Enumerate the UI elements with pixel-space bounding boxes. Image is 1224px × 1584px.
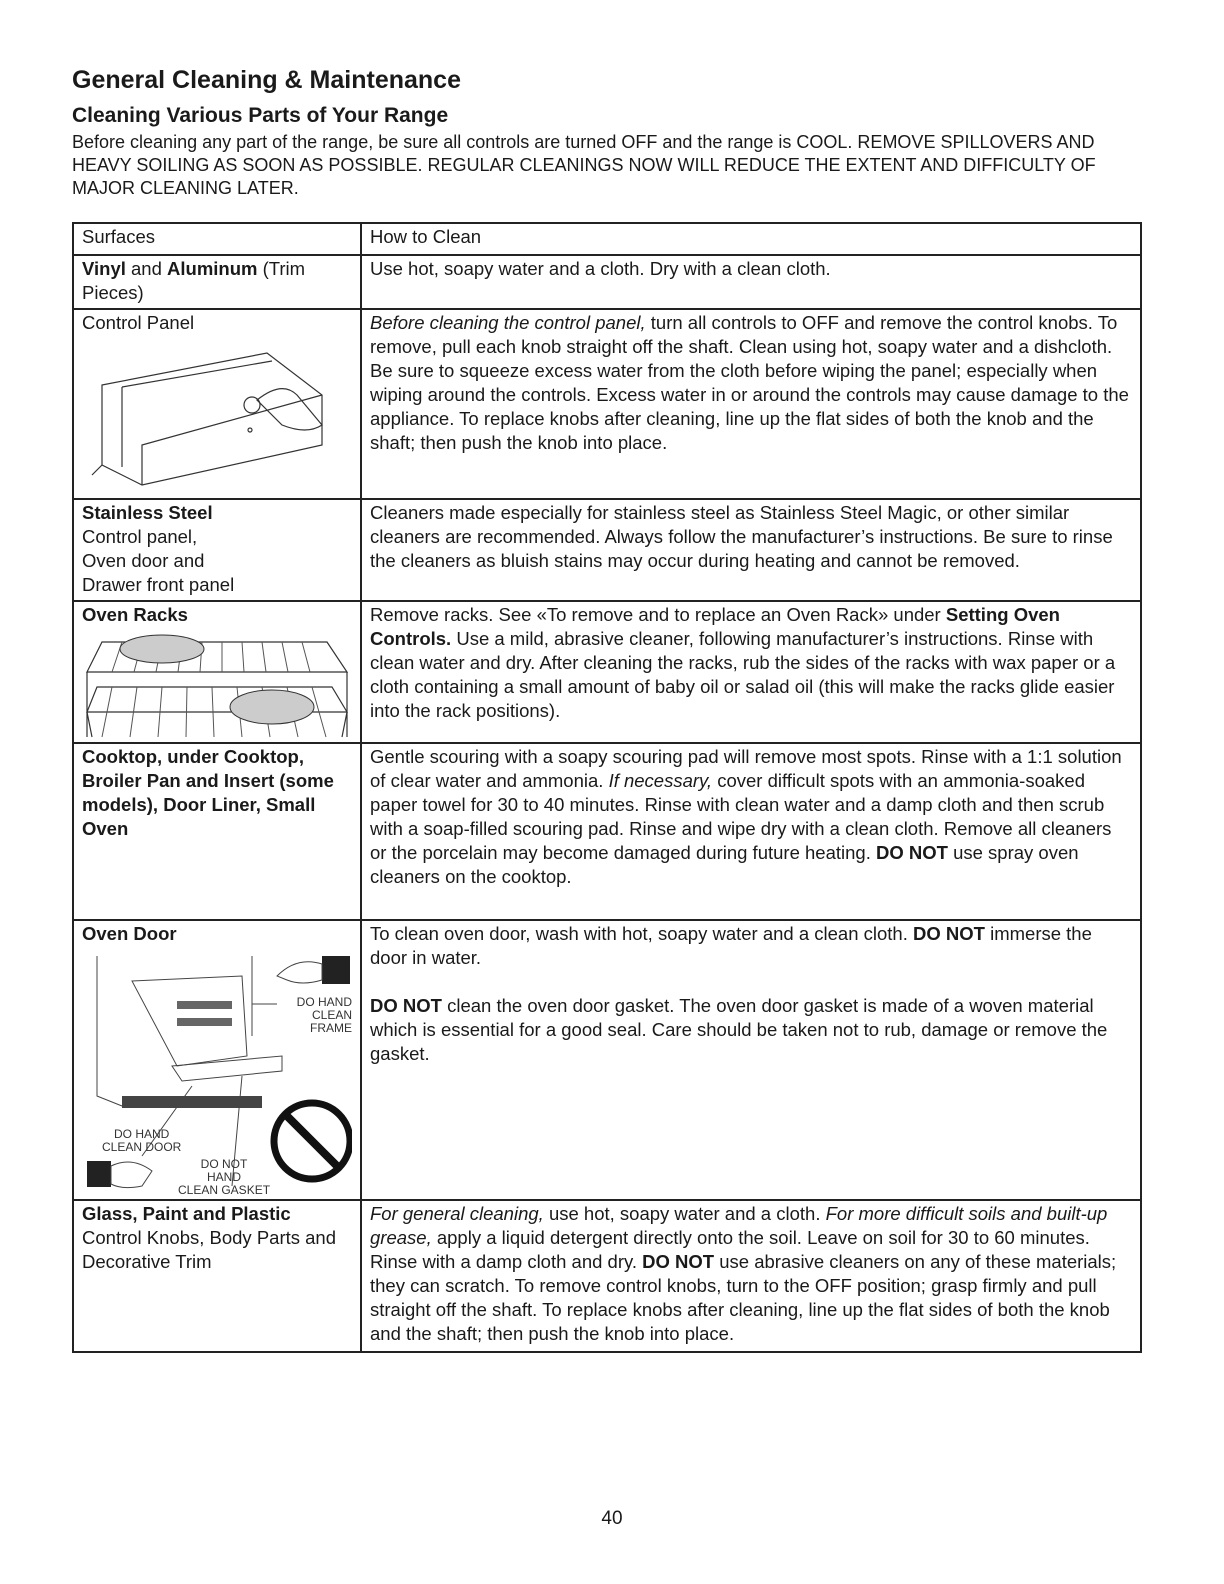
text: Control Panel [82, 312, 195, 333]
surface-line [82, 745, 352, 841]
how-to-clean-cell [361, 743, 1141, 920]
italic-text: If necessary, [608, 770, 713, 791]
surface-line [82, 311, 352, 335]
bold-text: DO NOT [913, 923, 985, 944]
bold-text: Oven Racks [82, 604, 188, 625]
surface-cell [73, 499, 361, 601]
oven-door-illustration [82, 946, 352, 1196]
text: Use hot, soapy water and a cloth. Dry with a clean cloth. [370, 258, 831, 279]
table-row [73, 743, 1141, 920]
text: Drawer front panel [82, 574, 235, 595]
label-do-not-hand-clean-gasket-1: DO NOT [200, 1157, 248, 1171]
bold-text: Cooktop, under Cooktop, Broiler Pan and Insert (some models), Door Liner, Small Oven [82, 746, 334, 839]
text: apply a liquid detergent directly onto the soil. Leave on soil for 30 to 60 minutes. Rinse with a damp cloth and dry. [370, 1227, 1090, 1272]
instruction-paragraph [370, 922, 1132, 970]
text: use abrasive cleaners on any of these materials; they can scratch. To remove control knobs, turn to the OFF position; grasp firmly and pull straight off the shaft. To replace knobs after cleaning, line up the flat sides of both the knob and the shaft; then push the knob into place. [370, 1251, 1117, 1344]
table-row [73, 499, 1141, 601]
bold-text: DO NOT [642, 1251, 715, 1272]
surface-cell [73, 309, 361, 499]
surface-line [82, 1202, 352, 1226]
text: Use a mild, abrasive cleaner, following manufacturer’s instructions. Rinse with clean water and dry. After cleaning the racks, rub the sides of the racks with wax paper or a cloth containing a small amount of baby oil or salad oil (this will make the racks glide easier into the rack positions). [370, 628, 1116, 721]
bold-text: Glass, Paint and Plastic [82, 1203, 291, 1224]
instruction-paragraph [370, 745, 1132, 889]
section-subtitle: Cleaning Various Parts of Your Range [72, 104, 449, 127]
instruction-paragraph [370, 501, 1132, 573]
text: Control Knobs, Body Parts and Decorative Trim [82, 1227, 337, 1272]
label-do-not-hand-clean-gasket-3: CLEAN GASKET [178, 1183, 271, 1197]
surface-line [82, 525, 352, 549]
text: cover difficult spots with an ammonia-soaked paper towel for 30 to 40 minutes. Rinse with clean water and a damp cloth and then scrub with a soap-filled scouring pad. Rinse and wipe dry with a clean cloth. Remove all cleaners or the porcelain may become damaged during future heating. [370, 770, 1112, 863]
italic-text: For more difficult soils and built-up grease, [370, 1203, 1108, 1248]
instruction-paragraph [370, 257, 1132, 281]
how-to-clean-cell [361, 601, 1141, 743]
label-do-hand-clean-door-1: DO HAND [114, 1127, 170, 1141]
intro-paragraph: Before cleaning any part of the range, be sure all controls are turned OFF and the range is COOL. REMOVE SPILLOVERS AND HEAVY SOILING AS SOON AS POSSIBLE. REGULAR CLEANINGS NOW WILL REDUCE THE EXTENT AND DIFFICULTY OF MAJOR CLEANING LATER. [72, 132, 1096, 198]
text: use spray oven cleaners on the cooktop. [370, 842, 1079, 887]
surface-line [82, 257, 352, 305]
bold-text: Oven Door [82, 923, 177, 944]
surface-line [82, 1226, 352, 1274]
page-title: General Cleaning & Maintenance [72, 66, 461, 94]
how-to-clean-cell [361, 920, 1141, 1200]
label-do-hand-clean-frame-1: DO HAND [296, 995, 352, 1009]
instruction-paragraph [370, 994, 1132, 1066]
instruction-paragraph [370, 603, 1132, 723]
text: and [125, 258, 168, 279]
table-header-row [73, 223, 1141, 255]
text: turn all controls to OFF and remove the control knobs. To remove, pull each knob straight off the shaft. Clean using hot, soapy water and a dishcloth. Be sure to squeeze excess water from the cloth before wiping the panel; especially when wiping around the controls. Excess water in or around the controls may cause damage to the appliance. To replace knobs after cleaning, line up the flat sides of both the knob and the shaft; then push the knob into place. [370, 312, 1129, 453]
text: clean the oven door gasket. The oven door gasket is made of a woven material which is essential for a good seal. Care should be taken not to rub, damage or remove the gasket. [370, 995, 1108, 1064]
table-row [73, 920, 1141, 1200]
bold-text: Setting Oven Controls. [370, 604, 1060, 649]
text: To clean oven door, wash with hot, soapy water and a clean cloth. [370, 923, 913, 944]
table-row [73, 1200, 1141, 1352]
surface-cell [73, 601, 361, 743]
header-how-to-clean: How to Clean [361, 223, 1141, 255]
text: Control panel, [82, 526, 198, 547]
surface-cell [73, 920, 361, 1200]
text: Cleaners made especially for stainless steel as Stainless Steel Magic, or other similar cleaners are recommended. Always follow the manufacturer’s instructions. Be sure to rinse the cleaners as bluish stains may occur during heating and cannot be removed. [370, 502, 1113, 571]
text: Remove racks. See «To remove and to replace an Oven Rack» under [370, 604, 946, 625]
surface-line [82, 922, 352, 946]
surface-cell [73, 1200, 361, 1352]
surface-line [82, 549, 352, 573]
header-surfaces: Surfaces [73, 223, 361, 255]
bold-text: Aluminum [167, 258, 258, 279]
oven-racks-illustration [82, 627, 352, 739]
label-do-hand-clean-frame-2: CLEAN FRAME [310, 1008, 352, 1035]
table-row [73, 601, 1141, 743]
page-number: 40 [601, 1508, 623, 1529]
italic-text: For general cleaning, [370, 1203, 544, 1224]
cleaning-table [72, 222, 1142, 1353]
label-do-hand-clean-door-2: CLEAN DOOR [102, 1140, 182, 1154]
how-to-clean-cell [361, 255, 1141, 309]
surface-line [82, 603, 352, 627]
instruction-paragraph [370, 1202, 1132, 1346]
text: Oven door and [82, 550, 205, 571]
how-to-clean-cell [361, 499, 1141, 601]
instruction-paragraph [370, 311, 1132, 455]
label-do-not-hand-clean-gasket-2: HAND [207, 1170, 242, 1184]
text: Gentle scouring with a soapy scouring pad will remove most spots. Rinse with a 1:1 solution of clear water and ammonia. [370, 746, 1122, 791]
how-to-clean-cell [361, 1200, 1141, 1352]
text: (Trim Pieces) [82, 258, 306, 303]
table-row [73, 309, 1141, 499]
surface-cell [73, 743, 361, 920]
surface-line [82, 501, 352, 525]
surface-line [82, 573, 352, 597]
italic-text: Before cleaning the control panel, [370, 312, 646, 333]
bold-text: DO NOT [875, 842, 948, 863]
bold-text: Vinyl [82, 258, 126, 279]
text: use hot, soapy water and a cloth. [543, 1203, 826, 1224]
bold-text: Stainless Steel [82, 502, 213, 523]
table-row [73, 255, 1141, 309]
how-to-clean-cell [361, 309, 1141, 499]
text: immerse the door in water. [370, 923, 1092, 968]
surface-cell [73, 255, 361, 309]
control-panel-illustration [82, 335, 332, 493]
bold-text: DO NOT [370, 995, 442, 1016]
